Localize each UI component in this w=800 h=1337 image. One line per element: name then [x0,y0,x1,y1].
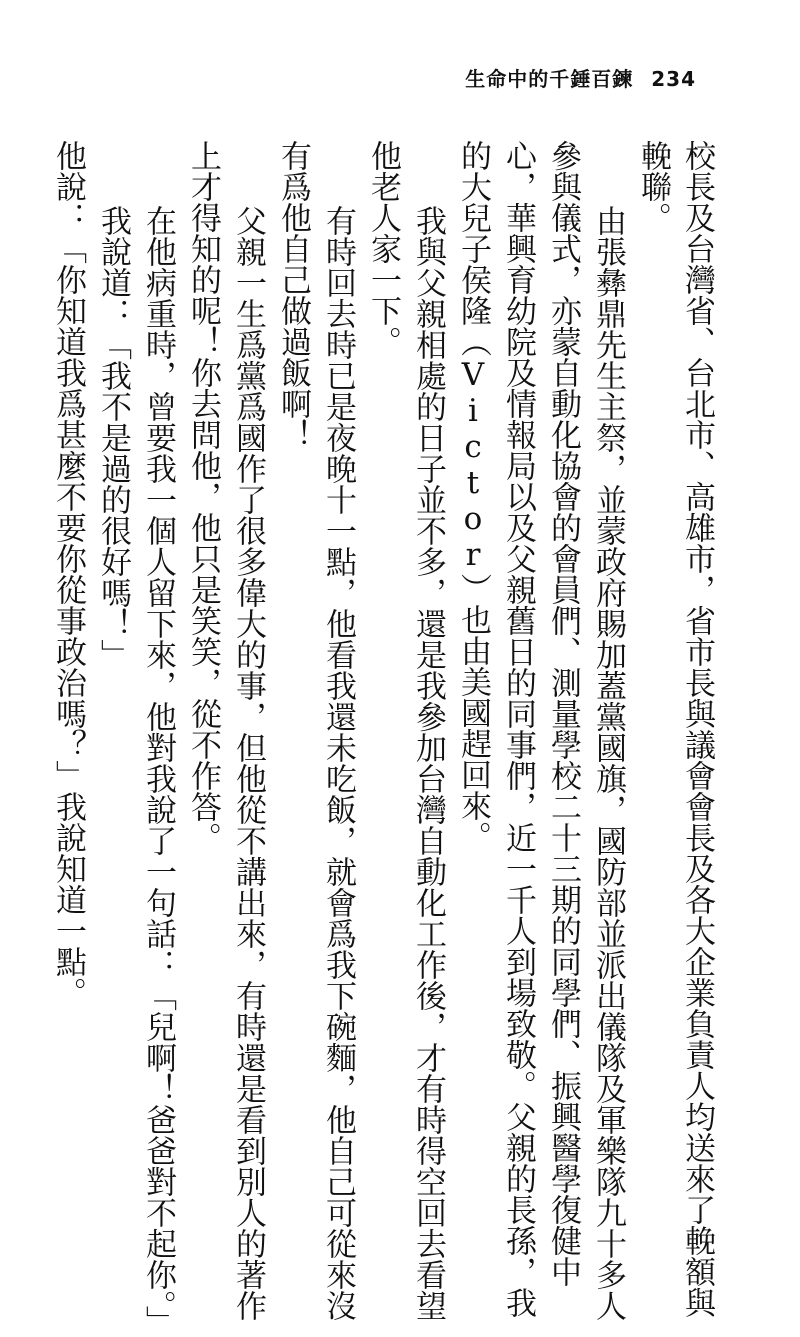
text-column-12: 上才得知的呢！你去問他，他只是笑笑，從不作答。 [185,140,221,853]
running-header [465,63,696,92]
text-column-10: 有爲他自己做過飯啊！ [275,140,311,450]
text-column-13: 在他病重時，曾要我一個人留下來，他對我說了一句話：「兒啊！爸爸對不起你。」 [140,205,176,1337]
page-number: 234 [651,67,696,91]
text-column-14: 我說道：「我不是過的很好嗎！」 [95,205,131,670]
text-column-15: 他說：「你知道我爲甚麼不要你從事政治嗎？」我說知道一點。 [50,140,86,1008]
text-column-1: 校長及台灣省、台北市、高雄市，省市長與議會會長及各大企業負責人均送來了輓額與 [679,140,715,1318]
text-column-3: 由張彝鼎先生主祭，並蒙政府賜加蓋黨國旗，國防部並派出儀隊及軍樂隊九十多人 [590,205,626,1321]
text-column-2: 輓聯。 [635,140,671,233]
text-column-8: 他老人家一下。 [365,140,401,357]
book-title: 生命中的千錘百鍊 [465,67,634,91]
text-column-5: 心，華興育幼院及情報局以及父親舊日的同事們，近一千人到場致敬。父親的長孫，我 [500,140,536,1318]
text-column-4: 參與儀式，亦蒙自動化協會的會員們、測量學校二十三期的同學們、振興醫學復健中 [545,140,581,1287]
text-column-7: 我與父親相處的日子並不多，還是我參加台灣自動化工作後，才有時得空回去看望 [410,205,446,1321]
text-column-11: 父親一生爲黨爲國作了很多偉大的事，但他從不講出來，有時還是看到別人的著作 [230,205,266,1321]
text-column-9: 有時回去時已是夜晚十一點，他看我還未吃飯，就會爲我下碗麵，他自己可從來沒 [320,205,356,1321]
text-column-6: 的大兒子侯隆（Victor）也由美國趕回來。 [455,140,491,852]
